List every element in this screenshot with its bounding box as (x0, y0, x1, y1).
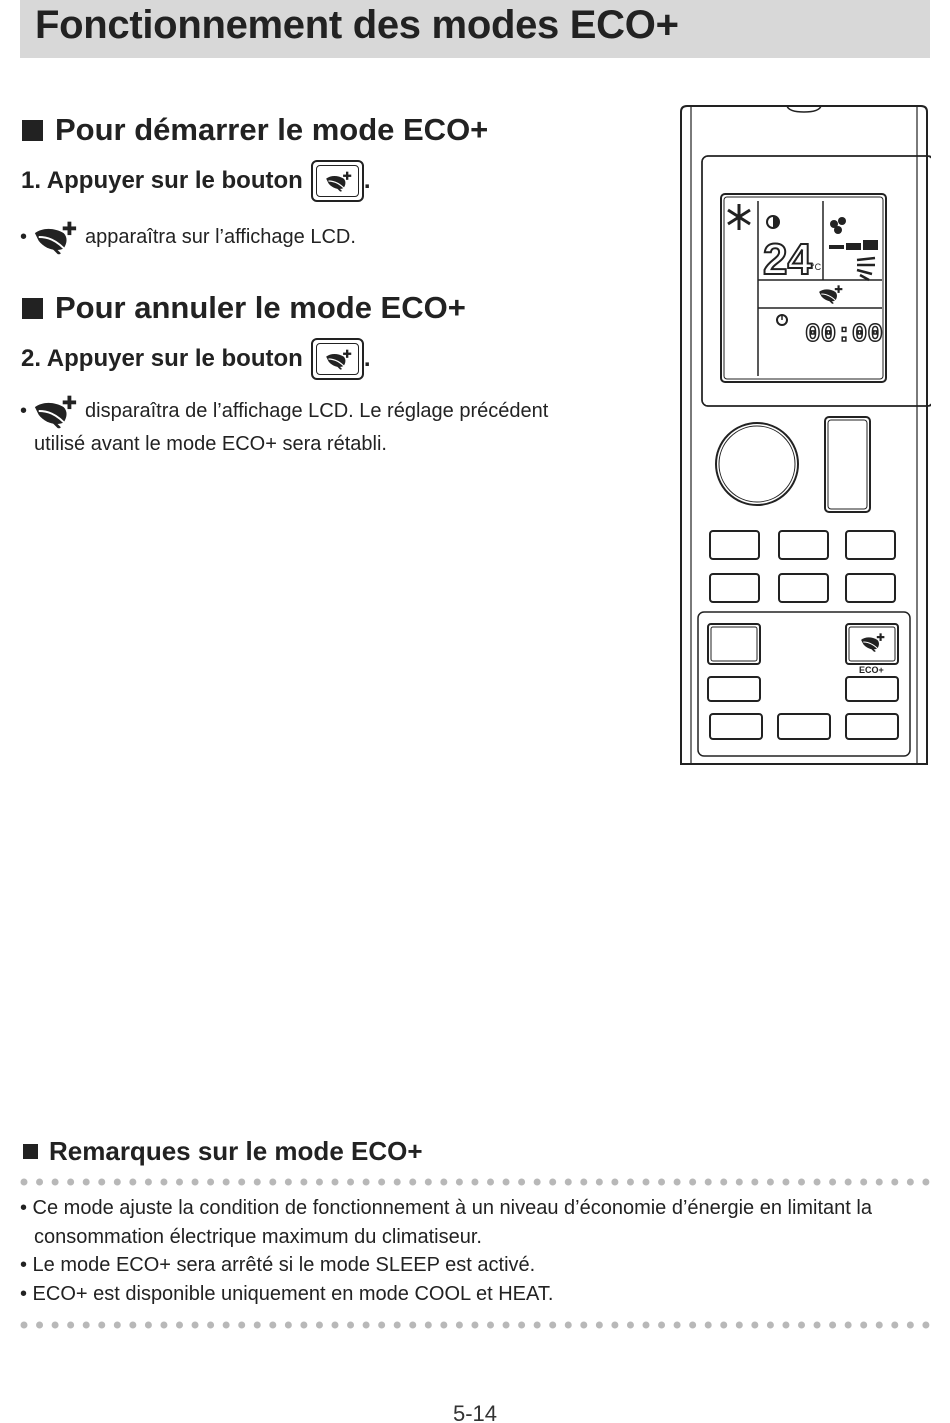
cancel-bullet: • disparaîtra de l’affichage LCD. Le réglage précédent (20, 392, 548, 430)
square-bullet-icon (22, 298, 43, 319)
eco-leaf-icon (819, 285, 842, 303)
swing-icon (857, 258, 875, 280)
cancel-bullet-cont: utilisé avant le mode ECO+ sera rétabli. (34, 433, 387, 455)
page-number: 5-14 (452, 1401, 498, 1423)
remote-button (846, 531, 895, 559)
square-bullet-icon (22, 120, 43, 141)
notes-heading: Remarques sur le mode ECO+ (23, 1136, 423, 1167)
cancel-step: 2. Appuyer sur le bouton . (21, 338, 370, 380)
note-item: • Le mode ECO+ sera arrêté si le mode SLEEP est activé. (20, 1254, 536, 1276)
remote-button (710, 531, 759, 559)
tall-button (825, 417, 870, 512)
eco-leaf-icon (33, 392, 79, 430)
remote-button (779, 531, 828, 559)
start-heading: Pour démarrer le mode ECO+ (22, 112, 488, 148)
dotted-divider-bottom (20, 1320, 930, 1330)
note-item-cont: consommation électrique maximum du climatiseur. (34, 1226, 482, 1248)
dotted-divider-top (20, 1177, 930, 1187)
temperature-readout: 24 (763, 235, 812, 284)
page-title: Fonctionnement des modes ECO+ (35, 3, 679, 47)
eco-button-icon (311, 338, 364, 380)
start-step: 1. Appuyer sur le bouton . (21, 160, 370, 202)
dial (716, 423, 798, 505)
remote-button (710, 714, 762, 739)
eco-leaf-icon (33, 218, 79, 256)
note-item: • ECO+ est disponible uniquement en mode COOL et HEAT. (20, 1283, 554, 1305)
remote-button (846, 574, 895, 602)
title-bar (20, 0, 930, 58)
remote-button (710, 574, 759, 602)
note-item: • Ce mode ajuste la condition de fonctionnement à un niveau d’économie d’énergie en limitant la (20, 1197, 872, 1219)
remote-button (846, 714, 898, 739)
snowflake-icon (728, 204, 750, 230)
remote-button (708, 624, 760, 664)
eco-button-label: ECO+ (859, 665, 884, 675)
eco-button-icon (311, 160, 364, 202)
remote-button (779, 574, 828, 602)
remote-control-illustration (677, 104, 931, 770)
remote-button (778, 714, 830, 739)
temperature-unit: °C (811, 262, 822, 272)
square-bullet-icon (23, 1144, 38, 1159)
timer-readout: 00:00 (805, 319, 884, 349)
remote-button (846, 677, 898, 701)
fan-icon (830, 217, 846, 234)
remote-button (708, 677, 760, 701)
start-bullet: • apparaîtra sur l’affichage LCD. (20, 218, 356, 256)
cancel-heading: Pour annuler le mode ECO+ (22, 290, 466, 326)
eco-leaf-icon (861, 633, 884, 651)
